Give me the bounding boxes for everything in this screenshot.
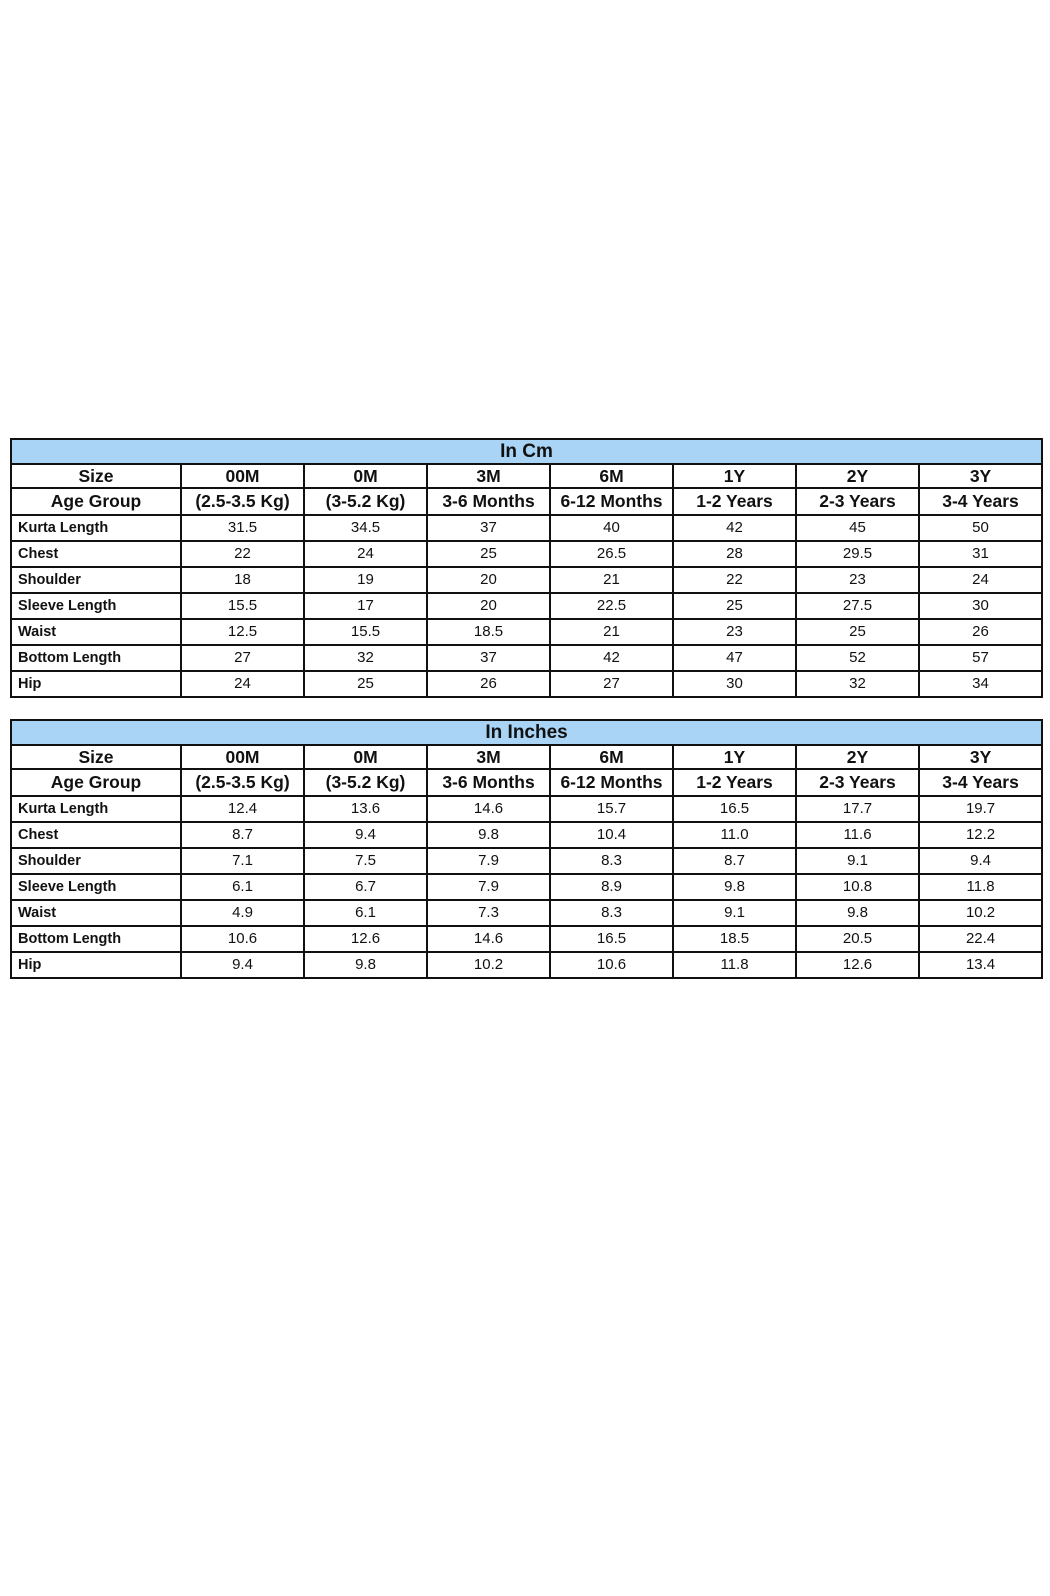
measurement-value: 22	[673, 567, 796, 593]
measurement-value: 9.1	[673, 900, 796, 926]
measurement-value: 9.4	[304, 822, 427, 848]
measurement-value: 7.3	[427, 900, 550, 926]
measurement-row	[11, 874, 1042, 900]
measurement-value: 8.3	[550, 848, 673, 874]
measurement-label: Waist	[11, 619, 181, 645]
measurement-value: 8.9	[550, 874, 673, 900]
measurement-value: 13.4	[919, 952, 1042, 978]
measurement-value: 11.0	[673, 822, 796, 848]
measurement-value: 40	[550, 515, 673, 541]
measurement-value: 17	[304, 593, 427, 619]
size-row	[11, 464, 1042, 488]
age-group-header: (2.5-3.5 Kg)	[181, 488, 304, 515]
measurement-row	[11, 567, 1042, 593]
measurement-value: 11.8	[919, 874, 1042, 900]
measurement-row	[11, 822, 1042, 848]
measurement-value: 11.6	[796, 822, 919, 848]
size-header: 2Y	[796, 464, 919, 488]
measurement-value: 6.1	[181, 874, 304, 900]
measurement-label: Bottom Length	[11, 645, 181, 671]
measurement-value: 29.5	[796, 541, 919, 567]
measurement-value: 25	[796, 619, 919, 645]
measurement-value: 26	[427, 671, 550, 697]
measurement-value: 20	[427, 567, 550, 593]
measurement-value: 24	[919, 567, 1042, 593]
measurement-value: 21	[550, 619, 673, 645]
measurement-label: Bottom Length	[11, 926, 181, 952]
measurement-value: 12.4	[181, 796, 304, 822]
size-header: 3Y	[919, 464, 1042, 488]
size-header: 3M	[427, 745, 550, 769]
measurement-value: 14.6	[427, 796, 550, 822]
age-group-header: 3-4 Years	[919, 488, 1042, 515]
measurement-value: 32	[304, 645, 427, 671]
size-header: 0M	[304, 464, 427, 488]
size-header: 6M	[550, 464, 673, 488]
measurement-value: 45	[796, 515, 919, 541]
size-chart-cm-table	[10, 438, 1043, 698]
age-group-row-label: Age Group	[11, 488, 181, 515]
size-header: 00M	[181, 464, 304, 488]
size-row-label: Size	[11, 745, 181, 769]
measurement-value: 25	[673, 593, 796, 619]
measurement-value: 30	[919, 593, 1042, 619]
age-group-row-label: Age Group	[11, 769, 181, 796]
measurement-value: 16.5	[673, 796, 796, 822]
measurement-value: 25	[304, 671, 427, 697]
measurement-label: Hip	[11, 952, 181, 978]
age-group-header: (3-5.2 Kg)	[304, 488, 427, 515]
measurement-value: 18	[181, 567, 304, 593]
measurement-row	[11, 515, 1042, 541]
measurement-row	[11, 645, 1042, 671]
measurement-value: 9.4	[919, 848, 1042, 874]
measurement-value: 7.5	[304, 848, 427, 874]
measurement-row	[11, 671, 1042, 697]
size-chart-inches-table	[10, 719, 1043, 979]
measurement-value: 10.2	[919, 900, 1042, 926]
measurement-value: 42	[550, 645, 673, 671]
measurement-value: 25	[427, 541, 550, 567]
measurement-value: 12.6	[796, 952, 919, 978]
measurement-value: 15.5	[181, 593, 304, 619]
measurement-value: 13.6	[304, 796, 427, 822]
measurement-value: 16.5	[550, 926, 673, 952]
measurement-row	[11, 593, 1042, 619]
measurement-value: 28	[673, 541, 796, 567]
measurement-value: 18.5	[427, 619, 550, 645]
measurement-value: 34	[919, 671, 1042, 697]
age-group-header: (2.5-3.5 Kg)	[181, 769, 304, 796]
measurement-row	[11, 796, 1042, 822]
age-group-header: 1-2 Years	[673, 488, 796, 515]
age-group-header: 2-3 Years	[796, 769, 919, 796]
measurement-label: Hip	[11, 671, 181, 697]
measurement-value: 8.3	[550, 900, 673, 926]
measurement-value: 37	[427, 645, 550, 671]
measurement-value: 12.6	[304, 926, 427, 952]
measurement-value: 47	[673, 645, 796, 671]
measurement-value: 22.4	[919, 926, 1042, 952]
measurement-value: 14.6	[427, 926, 550, 952]
measurement-value: 10.6	[181, 926, 304, 952]
measurement-row	[11, 926, 1042, 952]
table-title-cm: In Cm	[11, 439, 1042, 464]
measurement-value: 20	[427, 593, 550, 619]
measurement-value: 31	[919, 541, 1042, 567]
table-title-inches: In Inches	[11, 720, 1042, 745]
size-header: 0M	[304, 745, 427, 769]
measurement-value: 23	[796, 567, 919, 593]
measurement-value: 23	[673, 619, 796, 645]
measurement-value: 37	[427, 515, 550, 541]
measurement-label: Chest	[11, 822, 181, 848]
measurement-value: 19	[304, 567, 427, 593]
age-group-row	[11, 488, 1042, 515]
age-group-header: 6-12 Months	[550, 769, 673, 796]
size-header: 3M	[427, 464, 550, 488]
age-group-header: (3-5.2 Kg)	[304, 769, 427, 796]
measurement-value: 26.5	[550, 541, 673, 567]
measurement-value: 30	[673, 671, 796, 697]
measurement-value: 50	[919, 515, 1042, 541]
measurement-value: 27	[181, 645, 304, 671]
measurement-value: 9.8	[304, 952, 427, 978]
age-group-header: 3-4 Years	[919, 769, 1042, 796]
measurement-row	[11, 619, 1042, 645]
measurement-value: 10.6	[550, 952, 673, 978]
age-group-header: 6-12 Months	[550, 488, 673, 515]
size-header: 6M	[550, 745, 673, 769]
measurement-value: 57	[919, 645, 1042, 671]
measurement-value: 15.7	[550, 796, 673, 822]
measurement-value: 52	[796, 645, 919, 671]
age-group-header: 3-6 Months	[427, 769, 550, 796]
measurement-value: 22	[181, 541, 304, 567]
measurement-value: 24	[304, 541, 427, 567]
measurement-value: 7.9	[427, 848, 550, 874]
measurement-label: Kurta Length	[11, 515, 181, 541]
size-header: 1Y	[673, 464, 796, 488]
measurement-value: 12.2	[919, 822, 1042, 848]
measurement-row	[11, 541, 1042, 567]
measurement-value: 15.5	[304, 619, 427, 645]
measurement-value: 8.7	[673, 848, 796, 874]
measurement-value: 4.9	[181, 900, 304, 926]
measurement-row	[11, 848, 1042, 874]
measurement-value: 34.5	[304, 515, 427, 541]
measurement-value: 21	[550, 567, 673, 593]
measurement-value: 17.7	[796, 796, 919, 822]
age-group-header: 2-3 Years	[796, 488, 919, 515]
measurement-value: 8.7	[181, 822, 304, 848]
measurement-value: 10.2	[427, 952, 550, 978]
measurement-value: 9.8	[796, 900, 919, 926]
measurement-label: Shoulder	[11, 848, 181, 874]
measurement-value: 11.8	[673, 952, 796, 978]
measurement-value: 7.9	[427, 874, 550, 900]
measurement-value: 12.5	[181, 619, 304, 645]
measurement-label: Sleeve Length	[11, 874, 181, 900]
measurement-label: Kurta Length	[11, 796, 181, 822]
measurement-value: 19.7	[919, 796, 1042, 822]
measurement-value: 27.5	[796, 593, 919, 619]
measurement-value: 18.5	[673, 926, 796, 952]
measurement-value: 6.7	[304, 874, 427, 900]
measurement-value: 24	[181, 671, 304, 697]
measurement-value: 20.5	[796, 926, 919, 952]
measurement-label: Chest	[11, 541, 181, 567]
measurement-label: Shoulder	[11, 567, 181, 593]
measurement-value: 7.1	[181, 848, 304, 874]
measurement-value: 26	[919, 619, 1042, 645]
size-row-label: Size	[11, 464, 181, 488]
measurement-value: 9.8	[427, 822, 550, 848]
measurement-value: 9.8	[673, 874, 796, 900]
size-row	[11, 745, 1042, 769]
measurement-value: 31.5	[181, 515, 304, 541]
measurement-value: 27	[550, 671, 673, 697]
measurement-value: 10.4	[550, 822, 673, 848]
measurement-value: 22.5	[550, 593, 673, 619]
measurement-value: 10.8	[796, 874, 919, 900]
measurement-value: 6.1	[304, 900, 427, 926]
measurement-row	[11, 900, 1042, 926]
age-group-row	[11, 769, 1042, 796]
size-header: 2Y	[796, 745, 919, 769]
measurement-value: 9.4	[181, 952, 304, 978]
age-group-header: 1-2 Years	[673, 769, 796, 796]
measurement-label: Waist	[11, 900, 181, 926]
measurement-label: Sleeve Length	[11, 593, 181, 619]
measurement-value: 42	[673, 515, 796, 541]
size-header: 00M	[181, 745, 304, 769]
age-group-header: 3-6 Months	[427, 488, 550, 515]
size-header: 3Y	[919, 745, 1042, 769]
size-header: 1Y	[673, 745, 796, 769]
measurement-row	[11, 952, 1042, 978]
measurement-value: 9.1	[796, 848, 919, 874]
measurement-value: 32	[796, 671, 919, 697]
